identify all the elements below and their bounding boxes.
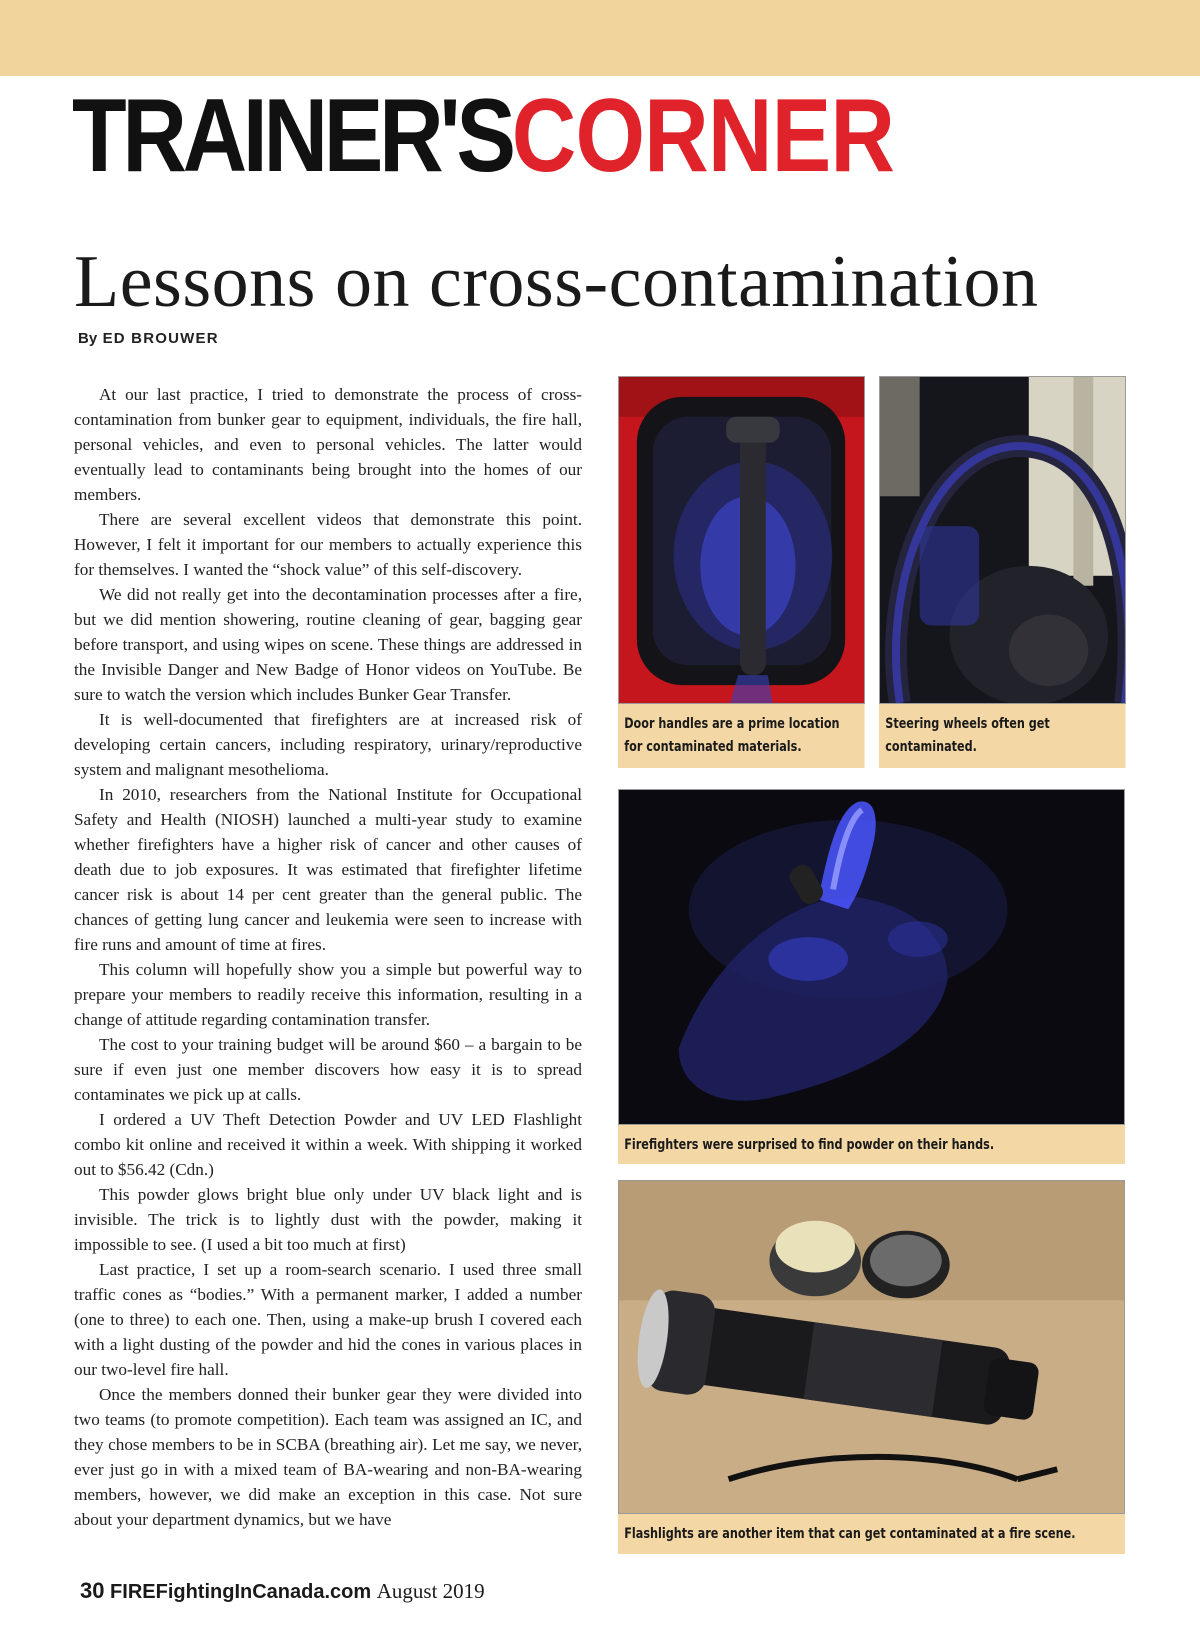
steering-wheel-caption: Steering wheels often get contaminated. — [879, 704, 1125, 768]
magazine-name: FIREFightingInCanada.com — [110, 1581, 372, 1603]
article-body — [74, 382, 582, 1532]
section-title — [72, 78, 895, 194]
byline-author: ED BROUWER — [102, 330, 219, 347]
flashlight-caption: Flashlights are another item that can get contaminated at a fire scene. — [618, 1514, 1125, 1554]
body-paragraph: The cost to your training budget will be around $60 – a bargain to be sure if even just one member discovers how easy it is to spread contaminates we pick up at calls. — [74, 1035, 582, 1104]
body-paragraph: This column will hopefully show you a simple but powerful way to prepare your members to readily receive this information, resulting in a change of attitude regarding contamination transfer. — [74, 960, 582, 1029]
body-paragraph: At our last practice, I tried to demonstrate the process of cross-contamination from bunker gear to equipment, individuals, the fire hall, personal vehicles, and even to personal vehicles. The latter would eventually lead to contaminants being brought into the homes of our members. — [74, 385, 582, 504]
body-paragraph: In 2010, researchers from the National Institute for Occupational Safety and Health (NIOSH) launched a multi-year study to examine whether firefighters have a higher risk of cancer and other causes of death due to job exposures. It was estimated that firefighter lifetime cancer risk is about 14 per cent greater than the general public. The chances of getting lung cancer and leukemia were seen to increase with fire runs and amount of time at fires. — [74, 785, 582, 954]
byline-prefix: By — [78, 330, 98, 347]
door-handle-caption: Door handles are a prime location for contaminated materials. — [618, 704, 864, 768]
page-footer — [80, 1578, 485, 1604]
body-paragraph: I ordered a UV Theft Detection Powder and UV LED Flashlight combo kit online and received it within a week. With shipping it worked out to $56.42 (Cdn.) — [74, 1110, 582, 1179]
body-paragraph: Last practice, I set up a room-search scenario. I used three small traffic cones as “bodies.” With a permanent marker, I added a number (one to three) to each one. Then, using a make-up brush I covered each with a light dusting of the powder and hid the cones in various places in our two-level fire hall. — [74, 1260, 582, 1379]
issue-date: August 2019 — [376, 1579, 485, 1603]
door-handle-photo — [618, 376, 865, 704]
body-paragraph: There are several excellent videos that demonstrate this point. However, I felt it important for our members to actually experience this for themselves. I wanted the “shock value” of this self-discovery. — [74, 510, 582, 579]
byline — [78, 330, 219, 347]
flashlight-photo — [618, 1180, 1125, 1514]
article-headline: Lessons on cross-contamination — [74, 241, 1039, 323]
section-title-part2: CORNER — [511, 78, 895, 194]
steering-wheel-photo — [879, 376, 1126, 704]
body-paragraph: It is well-documented that firefighters are at increased risk of developing certain cancers, including respiratory, urinary/reproductive system and malignant mesothelioma. — [74, 710, 582, 779]
body-paragraph: Once the members donned their bunker gear they were divided into two teams (to promote competition). Each team was assigned an IC, and they chose members to be in SCBA (breathing air). Let me say, we never, ever just go in with a mixed team of BA-wearing and non-BA-wearing members, however, we did make an exception in this case. Not sure about your department dynamics, but we have — [74, 1385, 582, 1529]
hand-caption: Firefighters were surprised to find powder on their hands. — [618, 1125, 1125, 1164]
top-color-band — [0, 0, 1200, 76]
body-paragraph: We did not really get into the decontamination processes after a fire, but we did mention showering, routine cleaning of gear, bagging gear before transport, and using wipes on scene. These things are addressed in the Invisible Danger and New Badge of Honor videos on YouTube. Be sure to watch the version which includes Bunker Gear Transfer. — [74, 585, 582, 704]
hand-photo — [618, 789, 1125, 1125]
section-title-part1: TRAINER'S — [72, 78, 512, 194]
page-number: 30 — [80, 1578, 105, 1603]
body-paragraph: This powder glows bright blue only under UV black light and is invisible. The trick is to lightly dust with the powder, making it impossible to see. (I used a bit too much at first) — [74, 1185, 582, 1254]
